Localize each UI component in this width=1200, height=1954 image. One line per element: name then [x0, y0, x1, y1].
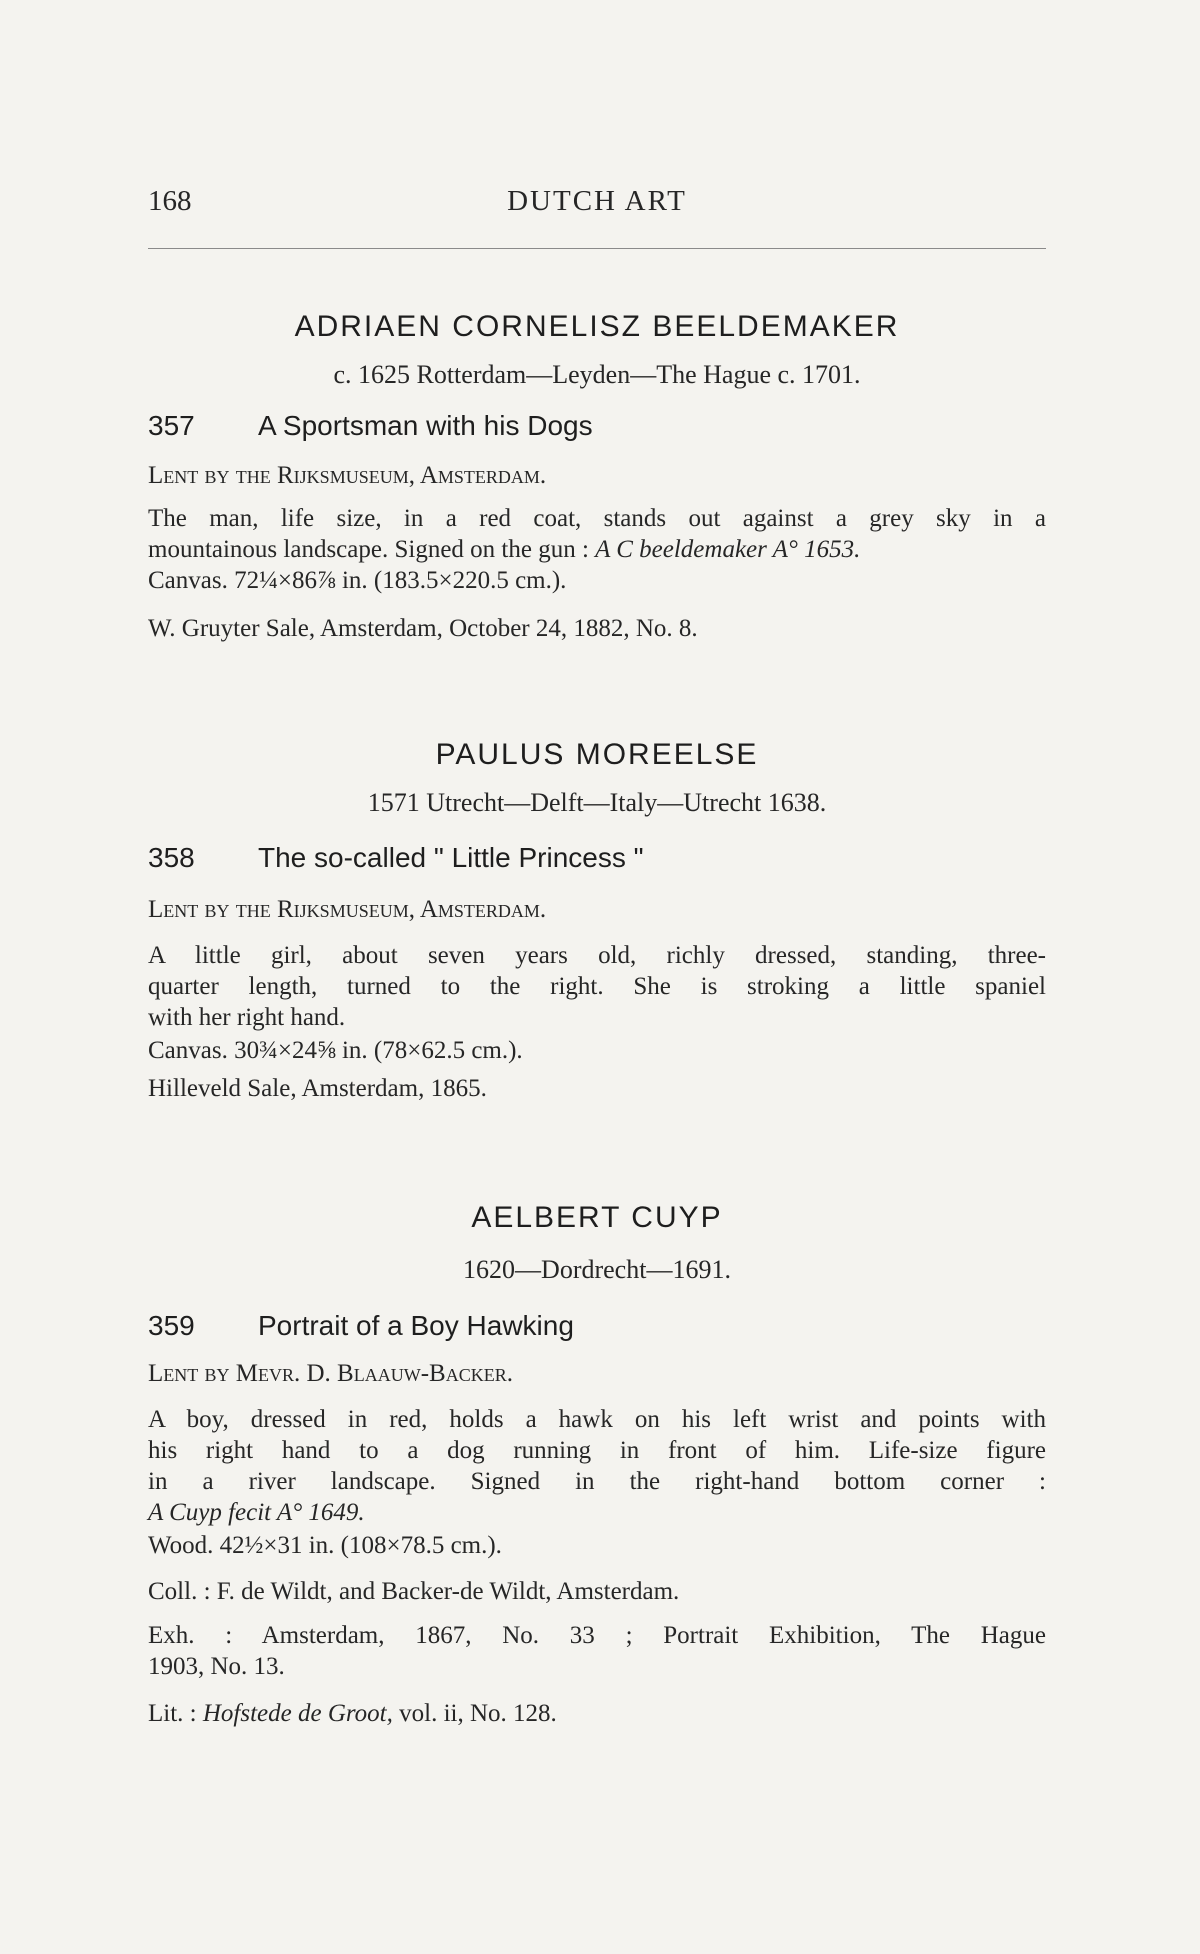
description-line: his right hand to a dog running in front of him. Life-size figure	[148, 1437, 1046, 1464]
entry-heading	[148, 410, 1046, 442]
entry-medium: Canvas. 30¾×24⅝ in. (78×62.5 cm.).	[148, 1037, 523, 1064]
entry-title: A Sportsman with his Dogs	[258, 410, 593, 441]
entry-lender: Lent by Mevr. D. Blaauw-Backer.	[148, 1360, 513, 1387]
description-line: in a river landscape. Signed in the right-hand bottom corner :	[148, 1468, 1046, 1495]
entry-literature	[148, 1698, 1046, 1729]
artist-dates: 1571 Utrecht—Delft—Italy—Utrecht 1638.	[367, 788, 827, 817]
entry-provenance: W. Gruyter Sale, Amsterdam, October 24, 1882, No. 8.	[148, 615, 698, 642]
artist-dates: c. 1625 Rotterdam—Leyden—The Hague c. 1701.	[333, 360, 861, 389]
literature-prefix: Lit. :	[148, 1700, 203, 1727]
artist-name: PAULUS MOREELSE	[435, 738, 759, 771]
entry-number: 357	[148, 410, 195, 441]
entry-collection: Coll. : F. de Wildt, and Backer-de Wildt, Amsterdam.	[148, 1578, 680, 1605]
description-text: mountainous landscape. Signed on the gun :	[148, 536, 596, 563]
header-rule	[148, 248, 1046, 249]
entry-provenance: Hilleveld Sale, Amsterdam, 1865.	[148, 1075, 487, 1102]
description-line: The man, life size, in a red coat, stands out against a grey sky in a	[148, 505, 1046, 532]
entry-lender: Lent by the Rijksmuseum, Amsterdam.	[148, 462, 547, 489]
signature-text: A C beeldemaker A° 1653.	[595, 536, 861, 563]
entry-title: The so-called " Little Princess "	[258, 842, 644, 873]
page-number: 168	[148, 185, 192, 217]
entry-number: 359	[148, 1310, 195, 1341]
running-head: DUTCH ART	[507, 185, 687, 217]
literature-rest: vol. ii, No. 128.	[392, 1700, 557, 1727]
page-header	[148, 185, 1046, 225]
entry-lender: Lent by the Rijksmuseum, Amsterdam.	[148, 896, 547, 923]
description-line: A little girl, about seven years old, richly dressed, standing, three-	[148, 942, 1046, 969]
description-line	[148, 534, 1046, 565]
literature-author: Hofstede de Groot,	[202, 1700, 393, 1727]
entry-title: Portrait of a Boy Hawking	[258, 1310, 574, 1341]
exhibition-line: Exh. : Amsterdam, 1867, No. 33 ; Portrait Exhibition, The Hague	[148, 1622, 1046, 1649]
entry-number: 358	[148, 842, 195, 873]
entry-heading	[148, 842, 1046, 874]
description-line: A boy, dressed in red, holds a hawk on his left wrist and points with	[148, 1406, 1046, 1433]
exhibition-line: 1903, No. 13.	[148, 1653, 285, 1680]
signature-text: A Cuyp fecit A° 1649.	[148, 1499, 365, 1526]
artist-name: ADRIAEN CORNELISZ BEELDEMAKER	[294, 310, 900, 343]
signature-line	[148, 1497, 1046, 1528]
entry-heading	[148, 1310, 1046, 1342]
entry-medium: Canvas. 72¼×86⅞ in. (183.5×220.5 cm.).	[148, 567, 567, 594]
entry-medium: Wood. 42½×31 in. (108×78.5 cm.).	[148, 1532, 502, 1559]
description-line: quarter length, turned to the right. She is stroking a little spaniel	[148, 973, 1046, 1000]
artist-dates: 1620—Dordrecht—1691.	[463, 1255, 731, 1284]
description-line: with her right hand.	[148, 1004, 346, 1031]
artist-name: AELBERT CUYP	[471, 1201, 723, 1234]
